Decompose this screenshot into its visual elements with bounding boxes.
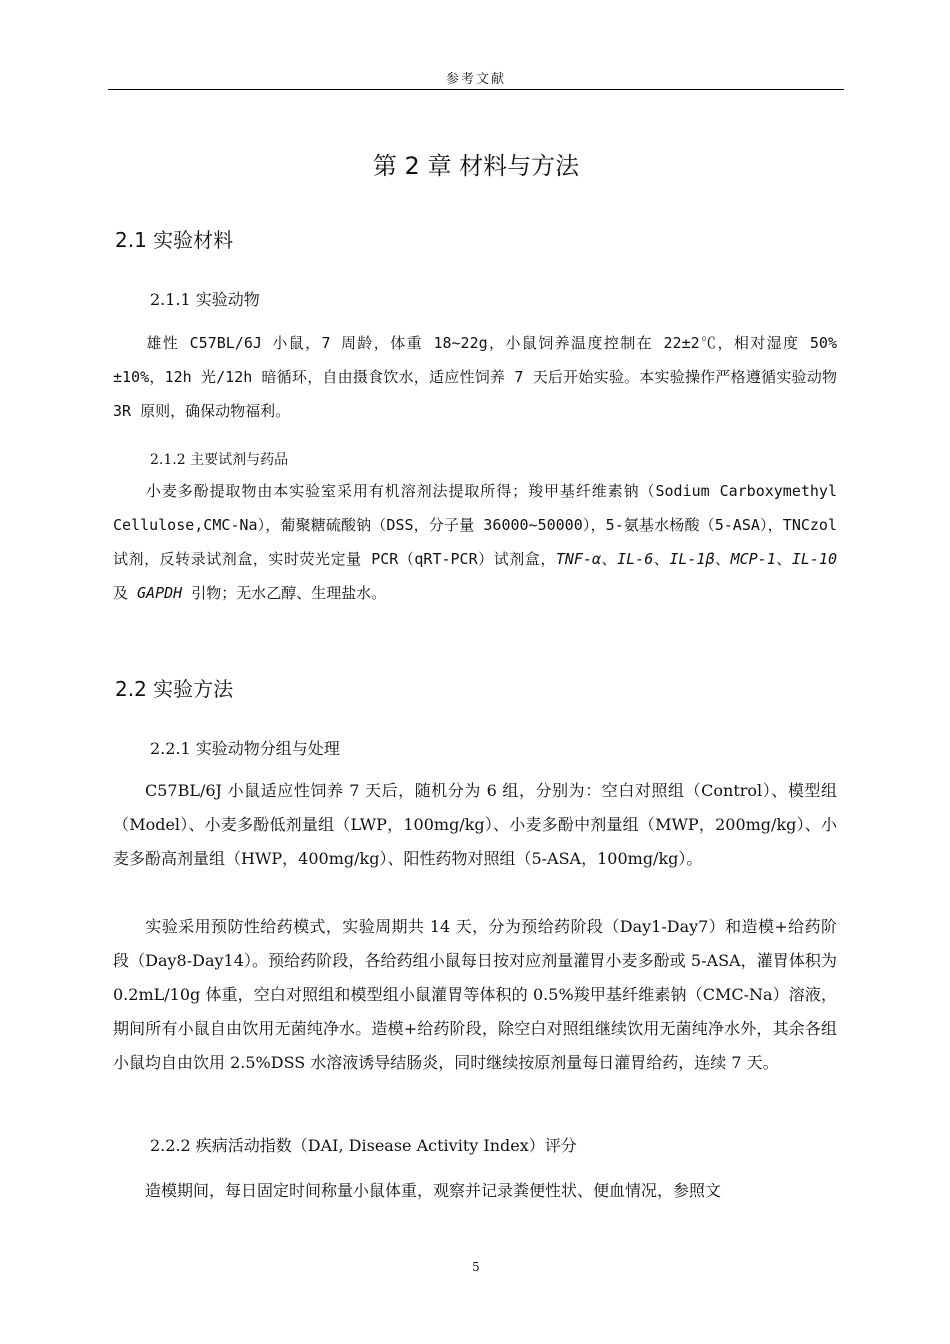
paragraph-animals-text: 雄性 C57BL/6J 小鼠，7 周龄，体重 18~22g，小鼠饲养温度控制在 22±2℃，相对湿度 50%±10%，12h 光/12h 暗循环，自由摄食饮水，适应性饲养 7 天后开始实验。本实验操作严格遵循实验动物 3R 原则，确保动物福利。 [113,334,837,420]
paragraph-animals [113,326,837,428]
chapter-title: 第 2 章 材料与方法 [372,152,580,180]
reagents-text-a: 小麦多酚提取物由本实验室采用有机溶剂法提取所得；羧甲基纤维素钠（Sodium Carboxymethyl Cellulose,CMC-Na），葡聚糖硫酸钠（DSS，分子量 36000~50000），5-氨基水杨酸（5-ASA），TNCzol 试剂，反转录试剂盒，实时荧光定量 PCR（qRT-PCR）试剂盒， [113,482,837,568]
section-2-1-2-heading: 2.1.2 主要试剂与药品 [150,452,289,468]
separator: 、 [775,550,792,568]
gene-mcp1: MCP-1 [730,550,776,568]
separator: 及 [113,584,138,602]
paragraph-dai [113,1174,837,1208]
paragraph-reagents [113,474,837,610]
paragraph-grouping-text: C57BL/6J 小鼠适应性饲养 7 天后，随机分为 6 组，分别为：空白对照组（Control）、模型组（Model）、小麦多酚低剂量组（LWP，100mg/kg）、小麦多酚中剂量组（MWP，200mg/kg）、小麦多酚高剂量组（HWP，400mg/kg）、阳性药物对照组（5-ASA，100mg/kg）。 [113,781,837,868]
paragraph-protocol [113,910,837,1080]
paragraph-grouping [113,774,837,876]
reagents-text-b: 引物；无水乙醇、生理盐水。 [182,584,387,602]
paragraph-protocol-text: 实验采用预防性给药模式，实验周期共 14 天，分为预给药阶段（Day1-Day7）和造模+给药阶段（Day8-Day14）。预给药阶段，各给药组小鼠每日按对应剂量灌胃小麦多酚或 5-ASA，灌胃体积为 0.2mL/10g 体重，空白对照组和模型组小鼠灌胃等体积的 0.5%羧甲基纤维素钠（CMC-Na）溶液，期间所有小鼠自由饮用无菌纯净水。造模+给药阶段，除空白对照组继续饮用无菌纯净水外，其余各组小鼠均自由饮用 2.5%DSS 水溶液诱导结肠炎，同时继续按原剂量每日灌胃给药，连续 7 天。 [113,917,837,1072]
section-2-2-heading: 2.2 实验方法 [115,677,234,701]
gene-gapdh: GAPDH [137,584,183,602]
paragraph-dai-text: 造模期间，每日固定时间称量小鼠体重，观察并记录粪便性状、便血情况，参照文 [145,1181,722,1200]
gene-il6: IL-6 [617,550,654,568]
separator: 、 [653,550,670,568]
header-rule [108,89,844,90]
separator: 、 [601,550,618,568]
running-header: 参考文献 [445,72,506,87]
gene-il10: IL-10 [791,550,837,568]
section-2-1-1-heading: 2.1.1 实验动物 [150,290,260,309]
gene-tnf: TNF-α [555,550,602,568]
section-2-2-1-heading: 2.2.1 实验动物分组与处理 [150,739,340,758]
separator: 、 [714,550,731,568]
section-2-2-2-heading: 2.2.2 疾病活动指数（DAI, Disease Activity Index）评分 [150,1136,577,1155]
page-number: 5 [472,1260,480,1274]
gene-il1b: IL-1β [669,550,715,568]
section-2-1-heading: 2.1 实验材料 [115,228,234,252]
